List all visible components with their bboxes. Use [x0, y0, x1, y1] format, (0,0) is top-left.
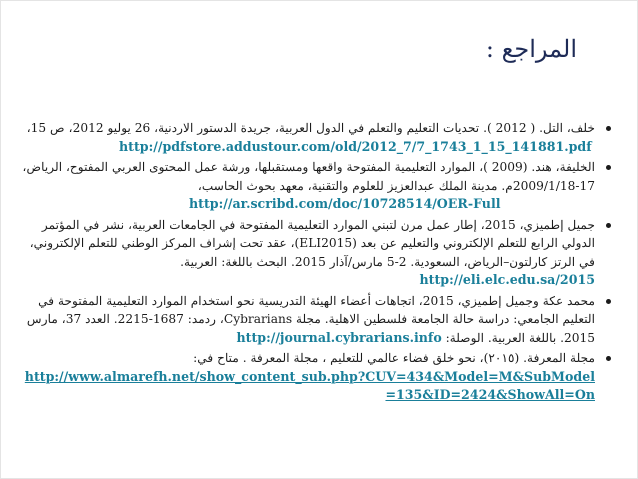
reference-text: مجلة المعرفة. (٢٠١٥)، نحو خلق فضاء عالمي للتعليم ، مجلة المعرفة . متاح في: [193, 351, 595, 365]
reference-link[interactable]: http://eli.elc.edu.sa/2015 [419, 272, 595, 287]
reference-item [19, 216, 611, 290]
reference-item [19, 349, 611, 405]
page-title: المراجع : [485, 35, 577, 63]
reference-item [19, 292, 611, 348]
reference-text: الخليفة، هند. (2009 )، الموارد التعليمية المفتوحة واقعها ومستقبلها، ورشة عمل المحتوى العربي المفتوح، الرياض، 17-2009/1/18م. مدينة الملك عبدالعزيز للعلوم والتقنية، معهد بحوث الحاسب، [22, 160, 595, 193]
reference-link[interactable]: http://pdfstore.addustour.com/old/2012_7/7_1743_1_15_141881.pdf [119, 138, 592, 154]
bullet-icon [606, 299, 611, 304]
bullet-icon [606, 126, 611, 131]
bullet-icon [606, 165, 611, 170]
bullet-icon [606, 356, 611, 361]
reference-item [19, 158, 611, 214]
reference-text: محمد عكة وجميل إطميزي، 2015، اتجاهات أعضاء الهيئة التدريسية نحو استخدام الموارد التعليمية المفتوحة في التعليم الجامعي: دراسة حالة الجامعة فلسطين الاهلية. مجلة Cybrarians، ردمد: 1687-2215. العدد 37، مارس 2015. باللغة العربية. الوصلة: [26, 293, 595, 345]
reference-link[interactable]: http://journal.cybrarians.info [236, 329, 442, 345]
reference-item [19, 119, 611, 156]
reference-text: جميل إطميزي، 2015، إطار عمل مرن لتبني الموارد التعليمية المفتوحة في الجامعات العربية، نشر في المؤتمر الدولي الرابع للتعلم الإلكتروني والتعليم عن بعد (ELI2015)، عقد تحت إشراف المركز الوطني للتعلم الإلكتروني، في الرتز كارلتون–الرياض، السعودية. 2-5 مارس/آذار 2015. البحث باللغة: العربية. [29, 217, 595, 269]
bullet-icon [606, 223, 611, 228]
reference-link[interactable]: http://www.almarefh.net/show_content_sub.php?CUV=434&Model=M&SubModel=135&ID=2424&ShowAll=On [24, 368, 595, 402]
reference-list [19, 119, 611, 407]
reference-text: خلف، التل. ( 2012 ). تحديات التعليم والتعلم في الدول العربية، جريدة الدستور الاردنية، 26 يوليو 2012، ص 15، [26, 121, 595, 135]
reference-link[interactable]: http://ar.scribd.com/doc/10728514/OER-Full [189, 196, 501, 211]
